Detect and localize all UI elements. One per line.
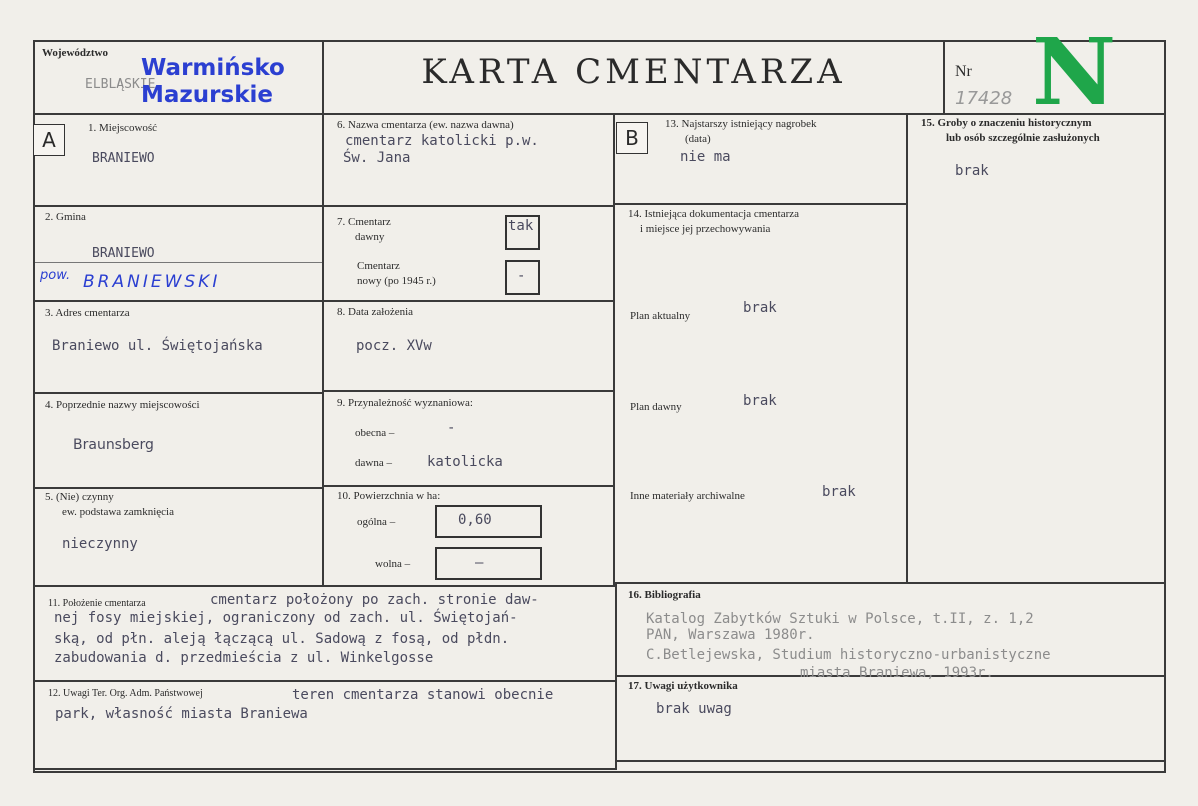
field-13-sublabel: (data) bbox=[685, 133, 711, 145]
field-9-current-value: - bbox=[447, 420, 456, 436]
field-5-value: nieczynny bbox=[62, 536, 138, 552]
field-7-new-sublabel: nowy (po 1945 r.) bbox=[357, 275, 436, 287]
section-a-badge: A bbox=[33, 124, 65, 156]
field-6-value-line2: Św. Jana bbox=[343, 150, 411, 166]
voivodeship-stamp bbox=[141, 55, 285, 109]
field-2-label: 2. Gmina bbox=[45, 211, 86, 223]
section-b-badge: B bbox=[616, 122, 648, 154]
bibliography-line2: PAN, Warszawa 1980r. bbox=[646, 627, 815, 643]
stamp-line2: Mazurskie bbox=[141, 82, 273, 108]
bibliography-line4: miasta Braniewa, 1993r. bbox=[800, 665, 994, 681]
field-11-line2: nej fosy miejskiej, ograniczony od zach. ul. Świętojań- bbox=[54, 610, 518, 626]
field-11-label: 11. Położenie cmentarza bbox=[48, 598, 146, 609]
bibliography-line3: C.Betlejewska, Studium historyczno-urbanistyczne bbox=[646, 647, 1051, 663]
plan-old-label: Plan dawny bbox=[630, 401, 682, 413]
field-1-value: BRANIEWO bbox=[92, 151, 155, 166]
field-13-value: nie ma bbox=[680, 149, 731, 165]
field-4-label: 4. Poprzednie nazwy miejscowości bbox=[45, 399, 200, 411]
field-8-value: pocz. XVw bbox=[356, 338, 432, 354]
field-10-free-box bbox=[435, 547, 542, 580]
field-7-new-label: Cmentarz bbox=[357, 260, 400, 272]
field-1-label: 1. Miejscowość bbox=[88, 122, 158, 134]
field-17-label: 17. Uwagi użytkownika bbox=[628, 680, 738, 692]
field-11-line3: ską, od płn. aleją łączącą ul. Sadową z fosą, od płdn. bbox=[54, 631, 510, 647]
field-5-sublabel: ew. podstawa zamknięcia bbox=[62, 506, 174, 518]
field-6-value-line1: cmentarz katolicki p.w. bbox=[345, 133, 539, 149]
field-9-current-label: obecna – bbox=[355, 427, 395, 439]
county-value: BRANIEWSKI bbox=[83, 272, 221, 292]
stamp-line1: Warmińsko bbox=[141, 55, 285, 81]
n-stamp: N bbox=[1032, 18, 1117, 126]
county-prefix: pow. bbox=[40, 268, 71, 283]
field-9-label: 9. Przynależność wyznaniowa: bbox=[337, 397, 473, 409]
field-14-label: 14. Istniejąca dokumentacja cmentarza bbox=[628, 208, 800, 220]
field-15 bbox=[906, 113, 1166, 584]
plan-old-value: brak bbox=[743, 393, 777, 409]
bibliography-line1: Katalog Zabytków Sztuki w Polsce, t.II, z. 1,2 bbox=[646, 611, 1034, 627]
field-11-line1: cmentarz położony po zach. stronie daw- bbox=[210, 592, 539, 608]
field-13-label: 13. Najstarszy istniejący nagrobek bbox=[665, 118, 817, 130]
field-7-old-value: tak bbox=[508, 218, 534, 234]
other-materials-label: Inne materiały archiwalne bbox=[630, 490, 745, 502]
field-3-label: 3. Adres cmentarza bbox=[45, 307, 130, 319]
field-6-label: 6. Nazwa cmentarza (ew. nazwa dawna) bbox=[337, 119, 514, 131]
field-14-sublabel: i miejsce jej przechowywania bbox=[640, 223, 771, 235]
field-5-label: 5. (Nie) czynny bbox=[45, 491, 114, 503]
field-9-former-label: dawna – bbox=[355, 457, 392, 469]
field-11-line4: zabudowania d. przedmieścia z ul. Winkelgosse bbox=[54, 650, 434, 666]
field-12-line2: park, własność miasta Braniewa bbox=[55, 706, 308, 722]
field-15-label: 15. Groby o znaczeniu historycznym bbox=[921, 117, 1092, 129]
divider bbox=[35, 262, 322, 263]
plan-current-value: brak bbox=[743, 300, 777, 316]
field-15-value: brak bbox=[955, 163, 989, 179]
field-10-free-value: — bbox=[475, 555, 484, 571]
field-12-label: 12. Uwagi Ter. Org. Adm. Państwowej bbox=[48, 688, 203, 699]
voivodeship-label: Województwo bbox=[42, 47, 108, 59]
field-3-value: Braniewo ul. Świętojańska bbox=[52, 338, 263, 354]
voivodeship-old: ELBLĄSKIE bbox=[85, 77, 156, 92]
field-1 bbox=[33, 113, 324, 207]
field-12-line1: teren cmentarza stanowi obecnie bbox=[292, 687, 554, 703]
field-9-former-value: katolicka bbox=[427, 454, 503, 470]
field-7-new-value: - bbox=[517, 268, 526, 284]
field-17-value: brak uwag bbox=[656, 701, 732, 717]
field-16-label: 16. Bibliografia bbox=[628, 589, 701, 601]
field-10-total-label: ogólna – bbox=[357, 516, 396, 528]
number-label: Nr bbox=[955, 63, 972, 80]
field-15-sublabel: lub osób szczególnie zasłużonych bbox=[946, 132, 1100, 144]
other-materials-value: brak bbox=[822, 484, 856, 500]
plan-current-label: Plan aktualny bbox=[630, 310, 691, 322]
field-10-total-value: 0,60 bbox=[458, 512, 492, 528]
field-7-old-sublabel: dawny bbox=[355, 231, 385, 243]
field-10-free-label: wolna – bbox=[375, 558, 411, 570]
number-value: 17428 bbox=[955, 88, 1013, 109]
field-10-label: 10. Powierzchnia w ha: bbox=[337, 490, 441, 502]
field-7-old-label: 7. Cmentarz bbox=[337, 216, 391, 228]
field-8-label: 8. Data założenia bbox=[337, 306, 414, 318]
page-title: KARTA CMENTARZA bbox=[421, 52, 846, 92]
field-4-value: Braunsberg bbox=[73, 437, 154, 453]
field-2-value: BRANIEWO bbox=[92, 246, 155, 261]
